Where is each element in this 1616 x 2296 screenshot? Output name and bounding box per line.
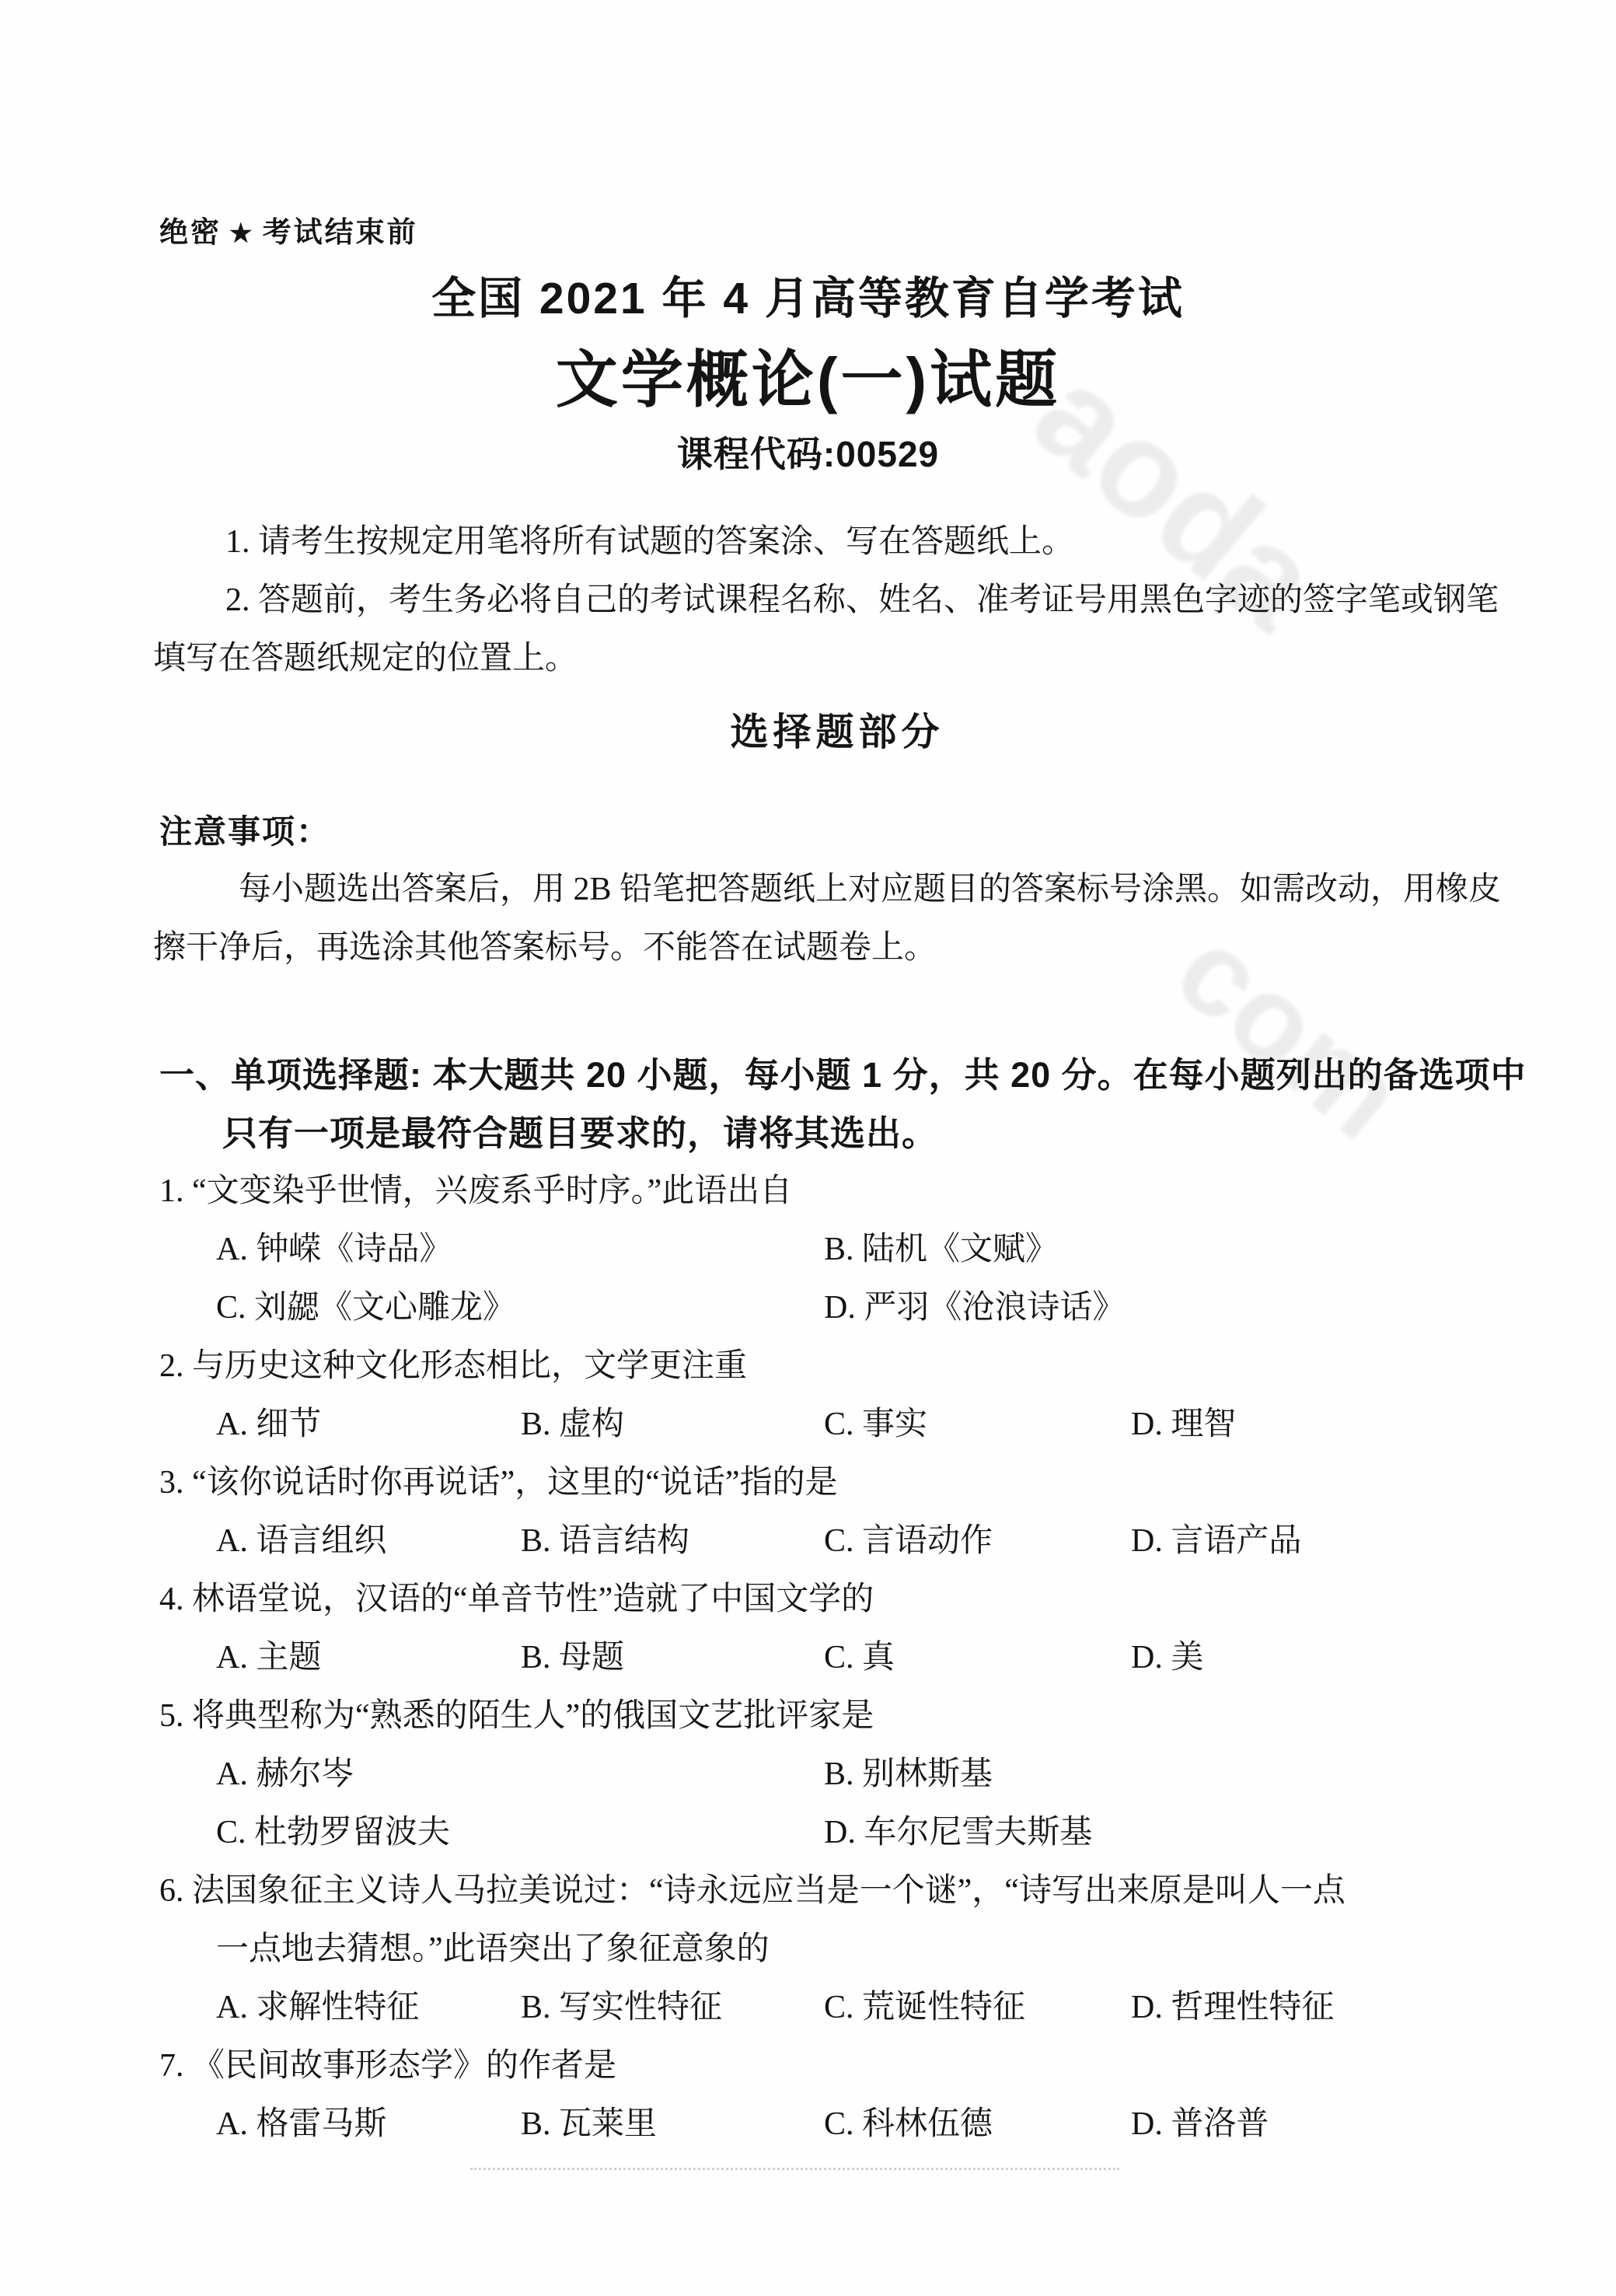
watermark-fragment: aoda xyxy=(1007,337,1348,659)
scan-artifact-line xyxy=(470,2168,1119,2170)
option-item: A. 语言组织 xyxy=(216,1523,387,1559)
instructions-block xyxy=(153,513,1521,688)
instruction-line: 1. 请考生按规定用笔将所有试题的答案涂、写在答题纸上。 xyxy=(225,524,1075,560)
option-item: B. 母题 xyxy=(521,1640,625,1676)
secrecy-label: 绝密 xyxy=(159,216,222,248)
paper-body xyxy=(153,513,1527,2154)
option-item: A. 主题 xyxy=(216,1640,322,1676)
option-row xyxy=(153,1804,1521,1862)
notes-heading: 注意事项： xyxy=(159,813,331,850)
option-item: D. 普洛普 xyxy=(1131,2106,1269,2142)
question-stem: 4. 林语堂说，汉语的“单音节性”造就了中国文学的 xyxy=(159,1581,874,1617)
instruction-line: 填写在答题纸规定的位置上。 xyxy=(153,641,578,676)
option-row xyxy=(153,1979,1521,2037)
option-row xyxy=(153,1279,1521,1337)
option-item: A. 格雷马斯 xyxy=(216,2106,387,2142)
option-row xyxy=(153,1221,1521,1279)
question-stem: 6. 法国象征主义诗人马拉美说过：“诗永远应当是一个谜”，“诗写出来原是叫人一点 xyxy=(159,1873,1346,1909)
option-row xyxy=(153,2095,1521,2154)
option-item: D. 言语产品 xyxy=(1131,1523,1302,1559)
option-item: D. 理智 xyxy=(1131,1407,1237,1442)
option-item: D. 严羽《沧浪诗话》 xyxy=(824,1290,1126,1326)
mcq-heading-line: 只有一项是最符合题目要求的，请将其选出。 xyxy=(222,1113,938,1153)
instruction-line: 2. 答题前，考生务必将自己的考试课程名称、姓名、准考证号用黑色字迹的签字笔或钢笔 xyxy=(225,582,1499,618)
question-stem: 5. 将典型称为“熟悉的陌生人”的俄国文艺批评家是 xyxy=(159,1698,874,1734)
option-item: B. 别林斯基 xyxy=(824,1756,993,1792)
star-icon: ★ xyxy=(229,218,255,247)
option-item: C. 刘勰《文心雕龙》 xyxy=(216,1290,516,1326)
option-item: C. 事实 xyxy=(824,1407,928,1442)
question-stem: 2. 与历史这种文化形态相比，文学更注重 xyxy=(159,1348,748,1384)
watermark-fragment: com xyxy=(1152,901,1429,1165)
option-item: C. 言语动作 xyxy=(824,1523,993,1559)
paper-title: 文学概论(一)试题 xyxy=(555,345,1061,414)
option-item: A. 钟嵘《诗品》 xyxy=(216,1232,452,1267)
option-item: C. 科林伍德 xyxy=(824,2106,993,2142)
option-item: B. 写实性特征 xyxy=(521,1990,723,2025)
option-item: B. 瓦莱里 xyxy=(521,2106,658,2142)
note-line: 每小题选出答案后，用 2B 铅笔把答题纸上对应题目的答案标号涂黑。如需改动，用橡皮 xyxy=(239,872,1502,907)
option-row xyxy=(153,1629,1521,1687)
option-item: C. 荒诞性特征 xyxy=(824,1990,1026,2025)
questions-block xyxy=(153,1162,1521,2154)
question-stem: 一点地去猜想。”此语突出了象征意象的 xyxy=(216,1931,770,1967)
option-item: B. 虚构 xyxy=(521,1407,625,1442)
option-row xyxy=(153,1396,1521,1454)
course-code: 课程代码:00529 xyxy=(676,434,940,474)
note-line: 擦干净后，再选涂其他答案标号。不能答在试题卷上。 xyxy=(153,930,937,966)
exam-title: 全国 2021 年 4 月高等教育自学考试 xyxy=(431,274,1185,323)
option-row xyxy=(153,1746,1521,1804)
part-title: 选择题部分 xyxy=(730,711,944,753)
option-item: C. 杜勃罗留波夫 xyxy=(216,1815,451,1850)
notes-block xyxy=(153,861,1521,977)
mcq-heading-line: 一、单项选择题: 本大题共 20 小题，每小题 1 分，共 20 分。在每小题列出的备选项中 xyxy=(159,1055,1527,1095)
option-item: A. 求解性特征 xyxy=(216,1990,420,2025)
option-item: D. 车尔尼雪夫斯基 xyxy=(824,1815,1093,1850)
option-item: A. 细节 xyxy=(216,1407,322,1442)
option-row xyxy=(153,1512,1521,1571)
option-item: D. 哲理性特征 xyxy=(1131,1990,1335,2025)
option-item: B. 陆机《文赋》 xyxy=(824,1232,1059,1267)
question-stem: 7. 《民间故事形态学》的作者是 xyxy=(159,2048,617,2084)
question-stem: 1. “文变染乎世情，兴废系乎时序。”此语出自 xyxy=(159,1173,793,1209)
option-item: A. 赫尔岑 xyxy=(216,1756,354,1792)
mcq-section-heading xyxy=(153,1046,1527,1162)
question-stem: 3. “该你说话时你再说话”，这里的“说话”指的是 xyxy=(159,1465,838,1501)
option-item: C. 真 xyxy=(824,1640,895,1676)
option-item: D. 美 xyxy=(1131,1640,1204,1676)
secrecy-suffix: 考试结束前 xyxy=(262,216,418,248)
secrecy-line xyxy=(159,208,418,250)
option-item: B. 语言结构 xyxy=(521,1523,690,1559)
